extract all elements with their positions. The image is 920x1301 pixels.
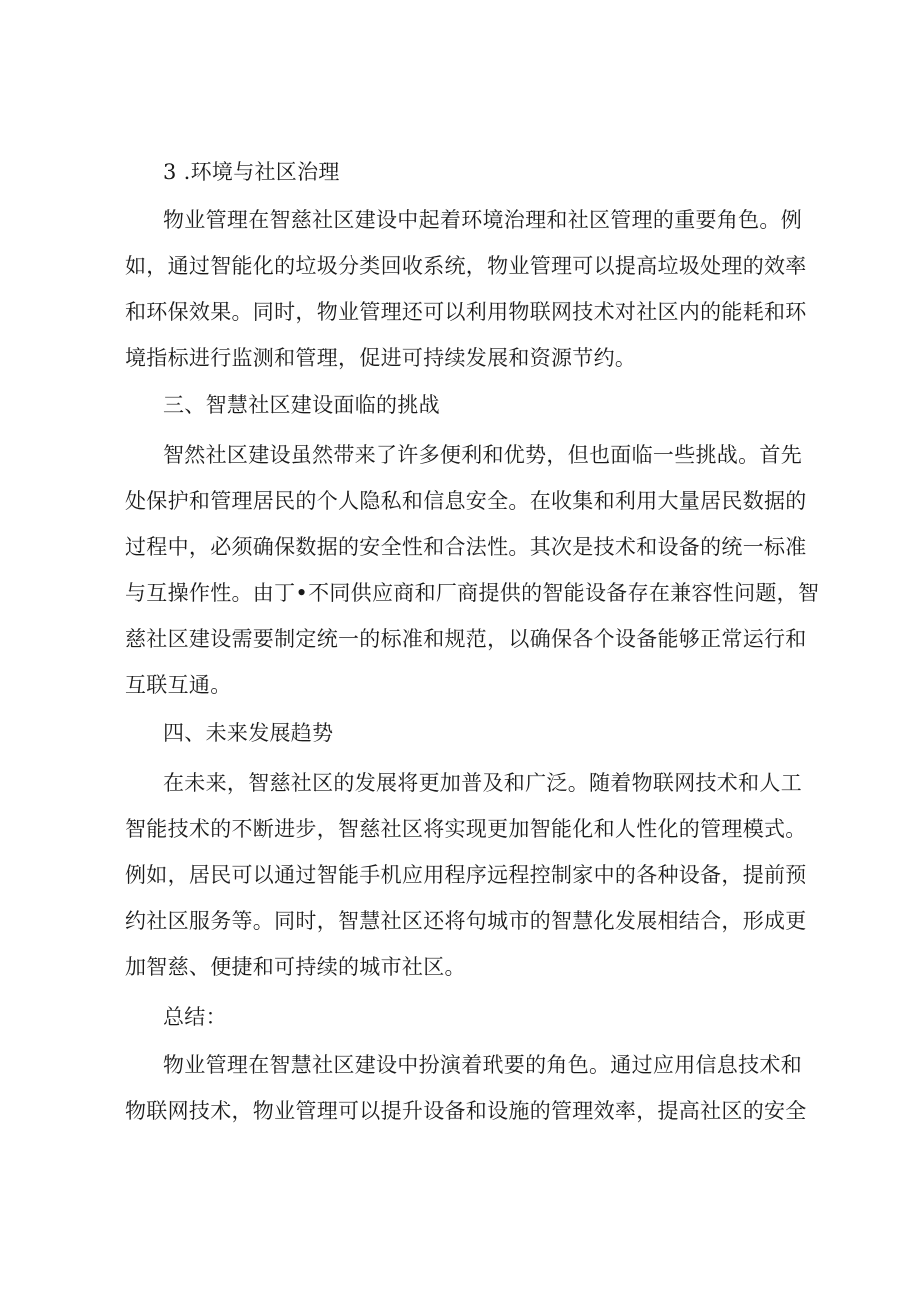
paragraph-line: 物业管理在智慧社区建设中扮演着玳要的角色。通过应用信息技术和 xyxy=(163,1053,802,1077)
paragraph-line: 互联互通。 xyxy=(125,673,232,697)
paragraph-line: 境指标进行监测和管理，促进可持续发展和资源节约。 xyxy=(125,346,637,370)
paragraph-line: 物联网技术，物业管理可以提升设备和设施的管理效率，提高社区的安全 xyxy=(125,1099,807,1123)
paragraph-line: 慈社区建设需要制定统一的标准和规范，以确保各个设备能够正常运行和 xyxy=(125,627,807,651)
paragraph-line: 如，通过智能化的垃圾分类回收系统，物业管理可以提高垃圾处理的效率 xyxy=(125,254,807,278)
section-heading-future: 四、未来发展趋势 xyxy=(163,721,334,745)
paragraph-line: 智能技术的不断进步，智慈社区将实现更加智能化和人性化的管理模式。 xyxy=(125,817,807,841)
paragraph-line: 物业管理在智慈社区建设中起着环境治理和社区管理的重要角色。例 xyxy=(163,208,802,232)
paragraph-line: 在未来，智慈社区的发展将更加普及和广泛。随着物联网技术和人工 xyxy=(163,771,802,795)
paragraph-line: 过程中，必须确保数据的安全性和合法性。其次是技术和设备的统一标准 xyxy=(125,535,807,559)
paragraph-line: 与互操作性。由丁•不同供应商和厂商提供的智能设备存在兼容性问题，智 xyxy=(125,581,820,605)
section-heading-summary: 总结： xyxy=(163,1005,227,1029)
paragraph-line: 约社区服务等。同时，智慧社区还将句城市的智慧化发展相结合，形成更 xyxy=(125,909,807,933)
section-heading-environment: 3 .环境与社区治理 xyxy=(163,160,340,184)
paragraph-line: 例如，居民可以通过智能手机应用程序远程控制家中的各种设备，提前预 xyxy=(125,863,807,887)
section-heading-challenges: 三、智慧社区建设面临的挑战 xyxy=(163,393,440,417)
paragraph-line: 处保护和管理居民的个人隐私和信息安全。在收集和利用大量居民数据的 xyxy=(125,489,807,513)
paragraph-line: 和环保效果。同时，物业管理还可以利用物联网技术对社区内的能耗和环 xyxy=(125,300,807,324)
paragraph-line: 智然社区建设虽然带来了许多便利和优势，但也面临一些挑战。首先 xyxy=(163,443,802,467)
paragraph-line: 加智慈、便捷和可持续的城市社区。 xyxy=(125,955,466,979)
